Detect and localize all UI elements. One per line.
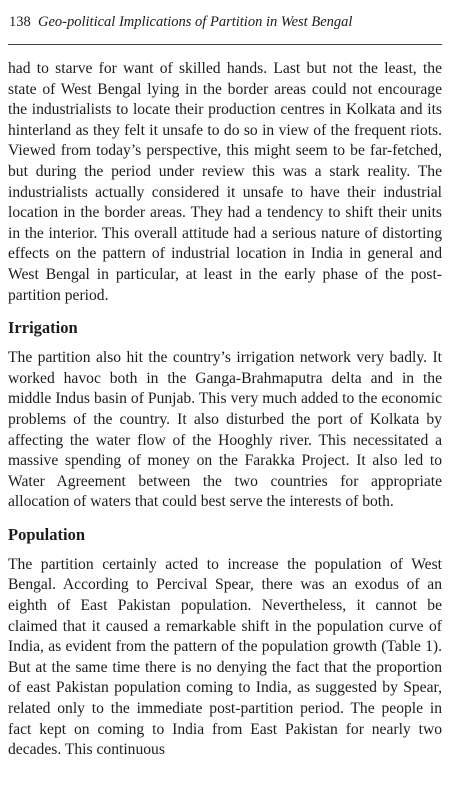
paragraph-population: The partition certainly acted to increase the population of West Bengal. According to Percival Spear, there was an exodus of an eighth of East Pakistan population. Nevertheless, it cannot be claimed that it caused a remarkable shift in the population curve of India, as evident from the pattern of the population growth (Table 1). But at the same time there is no denying the fact that the proportion of east Pakistan population coming to India, as suggested by Spear, related only to the immediate post-partition period. The people in fact kept on coming to India from East Pakistan for nearly two decades. This continuous (8, 555, 442, 759)
section-heading-population: Population (8, 524, 86, 544)
running-header-title: Geo-political Implications of Partition in West Bengal (38, 14, 353, 30)
body-text (8, 45, 442, 761)
book-page (8, 0, 442, 761)
section-heading-irrigation: Irrigation (8, 318, 78, 338)
running-header (8, 0, 442, 45)
page-number: 138 (9, 14, 31, 30)
paragraph-industrial-location: had to starve for want of skilled hands. Last but not the least, the state of West Bengal lying in the border areas could not encourage the industrialists to locate their production centres in Kolkata and its hinterland as they felt it unsafe to do so in view of the frequent riots. Viewed from today’s perspective, this might seem to be far-fetched, but during the period under review this was a stark reality. The industrialists actually considered it unsafe to have their industrial location in the border areas. They had a tendency to shift their units in the interior. This overall attitude had a serious nature of distorting effects on the pattern of industrial location in India in general and West Bengal in particular, at least in the early phase of the post-partition period. (8, 60, 442, 304)
paragraph-irrigation: The partition also hit the country’s irrigation network very badly. It worked havoc both in the Ganga-Brahmaputra delta and in the middle Indus basin of Punjab. This very much added to the economic problems of the country. It also disturbed the port of Kolkata by affecting the water flow of the Hooghly river. This necessitated a massive spending of money on the Farakka Project. It also led to Water Agreement between the two countries for appropriate allocation of waters that could best serve the interests of both. (8, 349, 442, 511)
